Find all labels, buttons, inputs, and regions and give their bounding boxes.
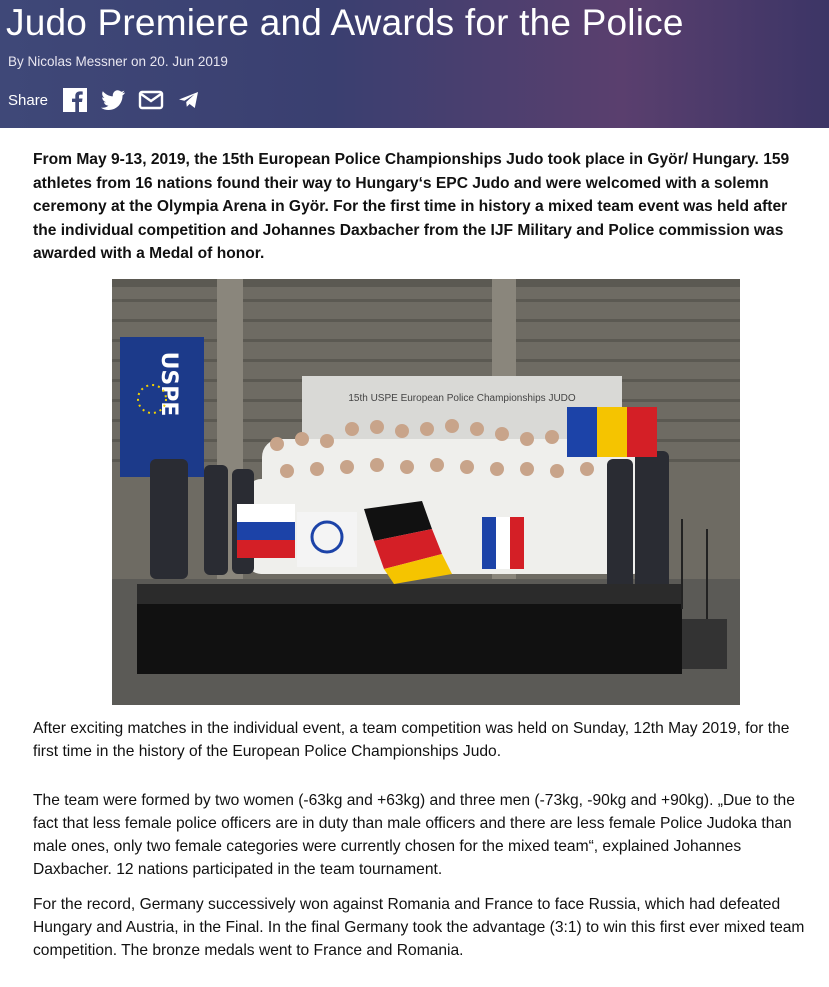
telegram-icon[interactable] [176,87,202,113]
page-title: Judo Premiere and Awards for the Police [6,2,684,43]
paragraph-team-competition: After exciting matches in the individual event, a team competition was held on Sunday, 12th May 2019, for the first time in the history of the European Police Championships Judo. [33,720,790,760]
team-photo [112,279,740,705]
paragraph-results: For the record, Germany successively won against Romania and France to face Russia, which had defeated Hungary and Austria, in the Final. In the final Germany took the advantage (3:1) to win this first ever mixed team competition. The bronze medals went to France and Romania. [33,896,805,959]
flag-label: USPE [156,351,181,417]
article-header [0,0,829,128]
banner-text: 15th USPE European Police Championships JUDO [348,393,576,404]
share-label: Share [8,91,49,109]
byline: By Nicolas Messner on 20. Jun 2019 [8,54,228,69]
email-icon[interactable] [138,87,164,113]
paragraph-team-format: The team were formed by two women (-63kg and +63kg) and three men (-73kg, -90kg and +90kg). „Due to the fact that less female police officers are in duty than male officers and there are less female Police Judoka than male ones, only two female categories were currently chosen for the mixed team“, explained Johannes Daxbacher. 12 nations participated in the team tournament. [33,792,795,878]
facebook-icon[interactable] [62,87,88,113]
twitter-icon[interactable] [100,87,126,113]
share-bar [8,85,214,115]
article-intro: From May 9-13, 2019, the 15th European Police Championships Judo took place in Györ/ Hungary. 159 athletes from 16 nations found their way to Hungary‘s EPC Judo and were welcomed with a solemn ceremony at the Olympia Arena in Györ. For the first time in history a mixed team event was held after the individual competition and Johannes Daxbacher from the IJF Military and Police commission was awarded with a Medal of honor. [33,151,790,262]
